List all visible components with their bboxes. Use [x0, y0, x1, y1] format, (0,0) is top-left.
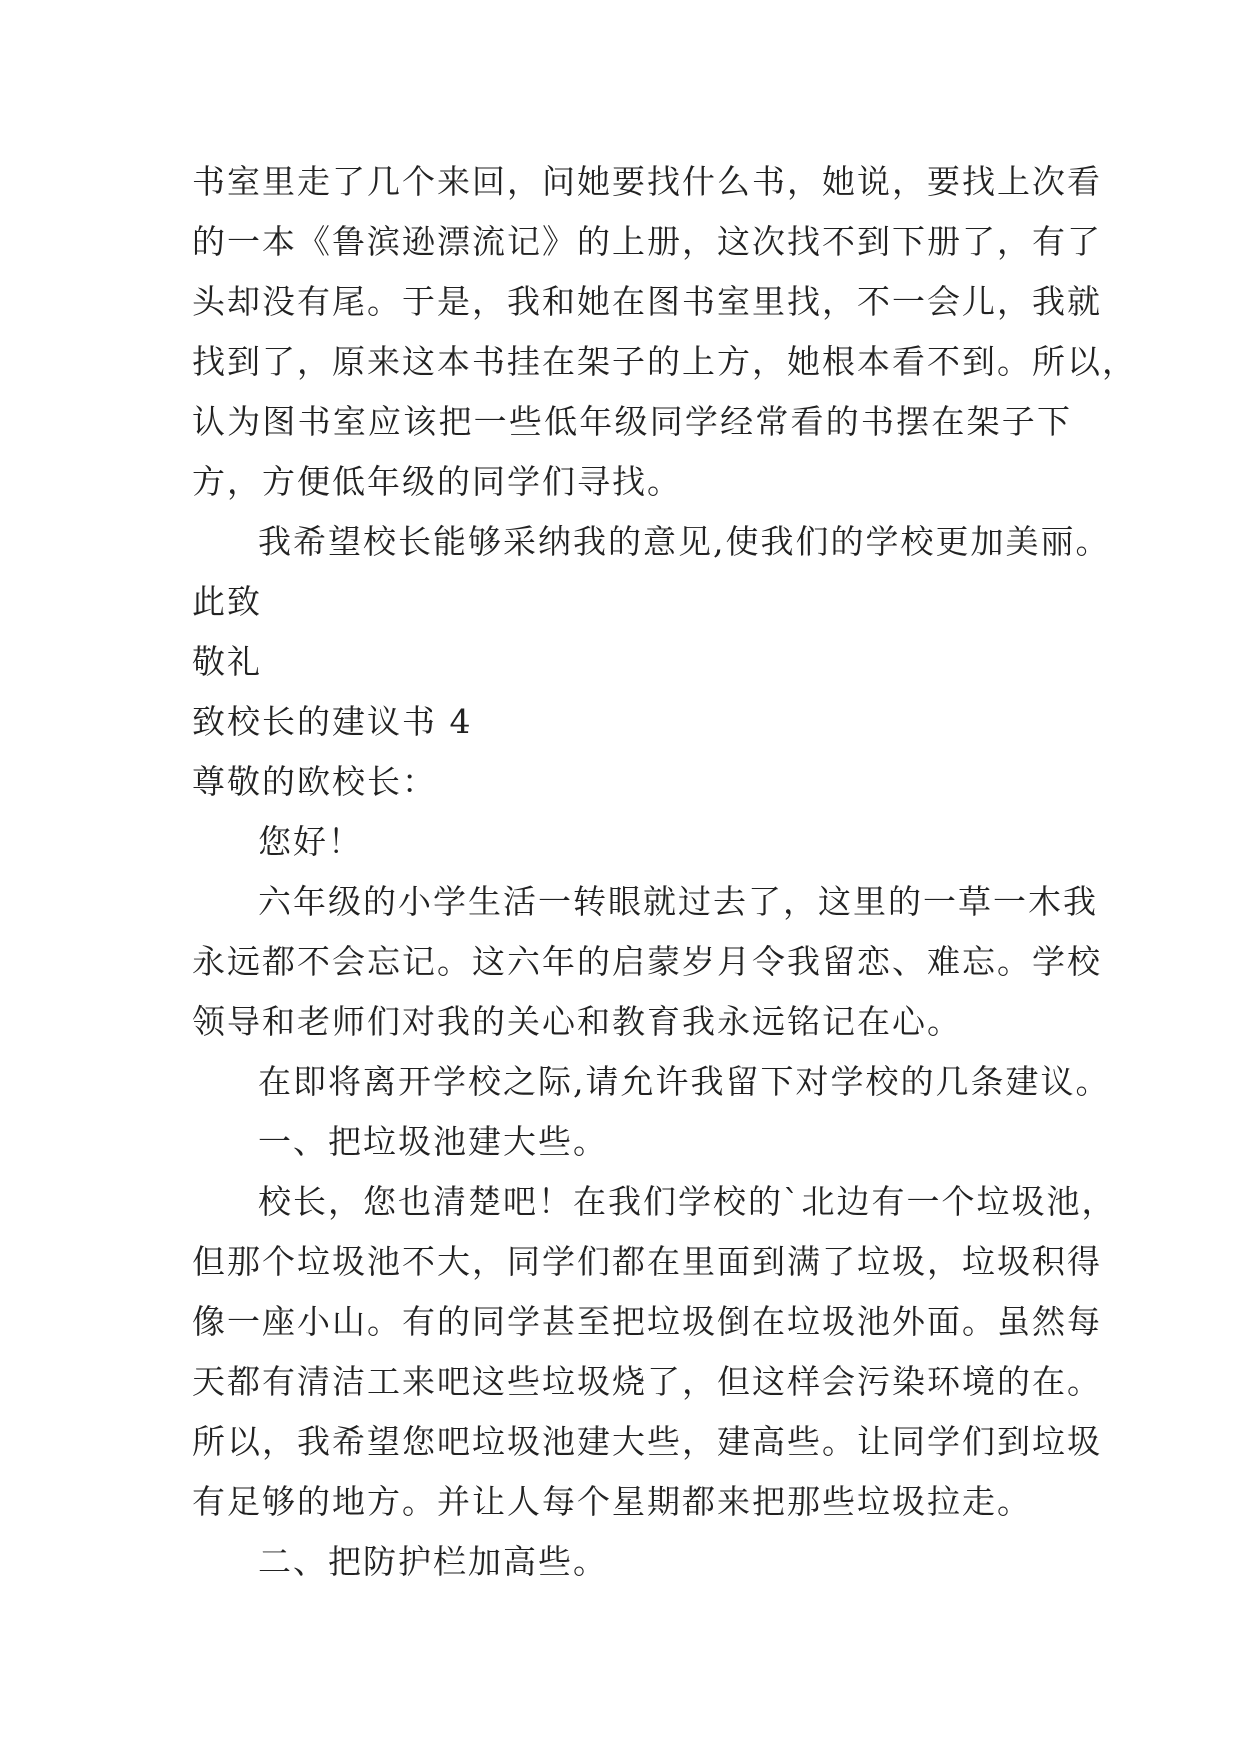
paragraph-line: 六年级的小学生活一转眼就过去了，这里的一草一木我 [258, 882, 1098, 921]
closing-line: 此致 [192, 582, 262, 621]
paragraph-line: 校长，您也清楚吧！在我们学校的`北边有一个垃圾池， [258, 1182, 1117, 1221]
text-line: 认为图书室应该把一些低年级同学经常看的书摆在架子下 [192, 402, 1072, 441]
text-line: 像一座小山。有的同学甚至把垃圾倒在垃圾池外面。虽然每 [192, 1302, 1102, 1341]
document-page [192, 152, 1137, 1592]
paragraph-line: 在即将离开学校之际,请允许我留下对学校的几条建议。 [258, 1062, 1111, 1101]
text-line: 天都有清洁工来吧这些垃圾烧了，但这样会污染环境的在。 [192, 1362, 1102, 1401]
text-line: 所以，我希望您吧垃圾池建大些，建高些。让同学们到垃圾 [192, 1422, 1102, 1461]
list-heading: 一、把垃圾池建大些。 [258, 1122, 608, 1161]
text-line: 永远都不会忘记。这六年的启蒙岁月令我留恋、难忘。学校 [192, 942, 1102, 981]
paragraph-line: 我希望校长能够采纳我的意见,使我们的学校更加美丽。 [258, 522, 1111, 561]
list-heading: 二、把防护栏加高些。 [258, 1542, 608, 1581]
text-line: 领导和老师们对我的关心和教育我永远铭记在心。 [192, 1002, 962, 1041]
text-line: 找到了，原来这本书挂在架子的上方，她根本看不到。所以， [192, 342, 1137, 381]
text-line: 头却没有尾。于是，我和她在图书室里找，不一会儿，我就 [192, 282, 1102, 321]
section-title: 致校长的建议书 4 [192, 702, 473, 741]
text-line: 书室里走了几个来回，问她要找什么书，她说，要找上次看 [192, 162, 1102, 201]
greeting: 您好！ [258, 822, 363, 861]
text-line: 方，方便低年级的同学们寻找。 [192, 462, 682, 501]
closing-line: 敬礼 [192, 642, 262, 681]
text-line: 的一本《鲁滨逊漂流记》的上册，这次找不到下册了，有了 [192, 222, 1102, 261]
salutation: 尊敬的欧校长： [192, 762, 437, 801]
text-line: 但那个垃圾池不大，同学们都在里面到满了垃圾，垃圾积得 [192, 1242, 1102, 1281]
text-line: 有足够的地方。并让人每个星期都来把那些垃圾拉走。 [192, 1482, 1032, 1521]
